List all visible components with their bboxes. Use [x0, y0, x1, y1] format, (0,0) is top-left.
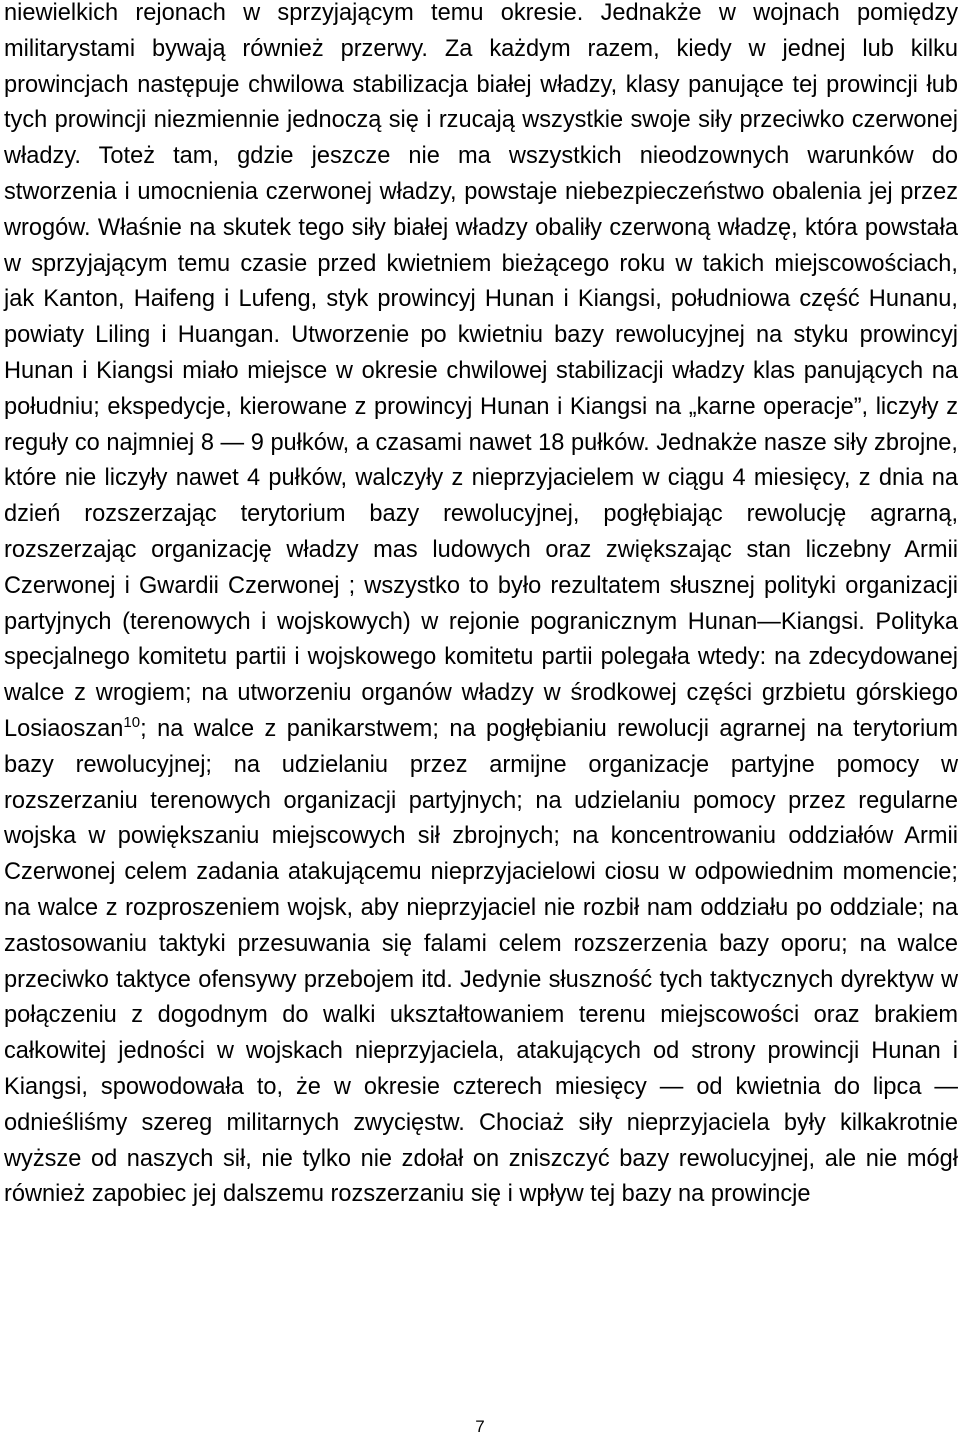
body-paragraph — [4, 0, 958, 1213]
paragraph-text-after-footnote: ; na walce z panikarstwem; na pogłębianiu rewolucji agrarnej na terytorium bazy rewolucyjnej; na udzielaniu przez armijne organizacje partyjne pomocy w rozszerzaniu terenowych organizacji partyjnych; na udzielaniu pomocy przez regularne wojska w powiększaniu miejscowych sił zbrojnych; na koncentrowaniu oddziałów Armii Czerwonej celem zadania atakującemu nieprzyjacielowi ciosu w odpowiednim momencie; na walce z rozproszeniem wojsk, aby nieprzyjaciel nie rozbił nam oddziału po oddziale; na zastosowaniu taktyki przesuwania się falami celem rozszerzenia bazy oporu; na walce przeciwko taktyce ofensywy przebojem itd. Jedynie słuszność tych taktycznych dyrektyw w połączeniu z dogodnym do walki ukształtowaniem terenu miejscowości oraz brakiem całkowitej jedności w wojskach nieprzyjaciela, atakujących od strony prowincji Hunan i Kiangsi, spowodowała to, że w okresie czterech miesięcy — od kwietnia do lipca — odnieśliśmy szereg militarnych zwycięstw. Chociaż siły nieprzyjaciela były kilkakrotnie wyższe od naszych sił, nie tylko nie zdołał on zniszczyć bazy rewolucyjnej, ale nie mógł również zapobiec jej dalszemu rozszerzaniu się i wpływ tej bazy na prowincje — [4, 715, 958, 1208]
paragraph-text-before-footnote: niewielkich rejonach w sprzyjającym temu okresie. Jednakże w wojnach pomiędzy militarystami bywają również przerwy. Za każdym razem, kiedy w jednej lub kilku prowincjach następuje chwilowa stabilizacja białej władzy, klasy panujące tej prowincji łub tych prowincji niezmiennie jednoczą się i rzucają wszystkie swoje siły przeciwko czerwonej władzy. Toteż tam, gdzie jeszcze nie ma wszystkich nieodzownych warunków do stworzenia i umocnienia czerwonej władzy, powstaje niebezpieczeństwo obalenia jej przez wrogów. Właśnie na skutek tego siły białej władzy obaliły czerwoną władzę, która powstała w sprzyjającym temu czasie przed kwietniem bieżącego roku w takich miejscowościach, jak Kanton, Haifeng i Lufeng, styk prowincyj Hunan i Kiangsi, południowa część Hunanu, powiaty Liling i Huangan. Utworzenie po kwietniu bazy rewolucyjnej na styku prowincyj Hunan i Kiangsi miało miejsce w okresie chwilowej stabilizacji władzy klas panujących na południu; ekspedycje, kierowane z prowincyj Hunan i Kiangsi na „karne operacje”, liczyły z reguły co najmniej 8 — 9 pułków, a czasami nawet 18 pułków. Jednakże nasze siły zbrojne, które nie liczyły nawet 4 pułków, walczyły z nieprzyjacielem w ciągu 4 miesięcy, z dnia na dzień rozszerzając terytorium bazy rewolucyjnej, pogłębiając rewolucję agrarną, rozszerzając organizację władzy mas ludowych oraz zwiększając stan liczebny Armii Czerwonej i Gwardii Czerwonej ; wszystko to było rezultatem słusznej polityki organizacji partyjnych (terenowych i wojskowych) w rejonie pogranicznym Hunan—Kiangsi. Polityka specjalnego komitetu partii i wojskowego komitetu partii polegała wtedy: na zdecydowanej walce z wrogiem; na utworzeniu organów władzy w środkowej części grzbietu górskiego Losiaoszan — [4, 0, 958, 742]
footnote-reference[interactable]: 10 — [123, 713, 141, 731]
page-number: 7 — [475, 1417, 485, 1436]
